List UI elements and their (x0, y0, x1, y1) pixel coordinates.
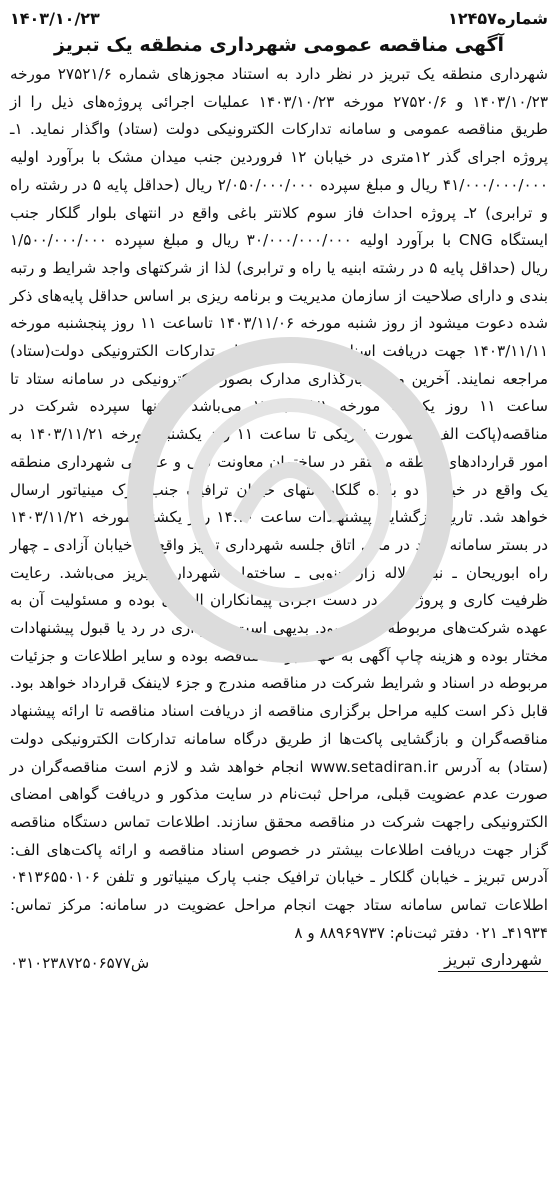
notice-header (10, 6, 548, 30)
notice-issuer: شهرداری تبریز (438, 950, 548, 972)
notice-body (10, 61, 548, 948)
notice-date: ۱۴۰۳/۱۰/۲۳ (10, 8, 100, 28)
notice-number: شماره۱۲۴۵۷ (448, 8, 548, 28)
notice-paragraph: شهرداری منطقه یک تبریز در نظر دارد به استناد مجوزهای شماره ۲۷۵۲۱/۶ مورخه ۱۴۰۳/۱۰/۲۳ و ۲۷۵۲۰/۶ مورخه ۱۴۰۳/۱۰/۲۳ عملیات اجرائی پروژه‌های ذیل را از طریق مناقصه عمومی و سامانه تدارکات الکترونیکی دولت (ستاد) واگذار نماید. ۱ـ پروژه اجرای گذر ۱۲متری در خیابان ۱۲ فروردین جنب میدان مشک با برآورد اولیه ۴۱/۰۰۰/۰۰۰/۰۰۰ ریال و مبلغ سپرده ۲/۰۵۰/۰۰۰/۰۰۰ ریال (حداقل پایه ۵ در رشته راه و ترابری) ۲ـ پروژه احداث فاز سوم کلانتر باغی واقع در انتهای بلوار گلکار جنب ایستگاه CNG با برآورد اولیه ۳۰/۰۰۰/۰۰۰/۰۰۰ ریال و مبلغ سپرده ۱/۵۰۰/۰۰۰/۰۰۰ ریال (حداقل پایه ۵ در رشته ابنیه یا راه و ترابری) لذا از شرکتهای واجد شرایط و رتبه بندی و دارای صلاحیت از سازمان مدیریت و برنامه ریزی بر اساس حداقل پایه‌های ذکر شده دعوت میشود از روز شنبه مورخه ۱۴۰۳/۱۱/۰۶ تاساعت ۱۱ روز پنجشنبه مورخه ۱۴۰۳/۱۱/۱۱ جهت دریافت اسناد مناقصه به سامانه تدارکات الکترونیکی دولت(ستاد) مراجعه نمایند. آخرین مهلت بارگذاری مدارک بصورت الکترونیکی در سامانه ستاد تا ساعت ۱۱ روز یکشنبه مورخه ۱۴۰۳/۱۱/۲۱ می‌باشد و تنها سپرده شرکت در مناقصه(پاکت الف) بصورت فیزیکی تا ساعت ۱۱ روز یکشنبه مورخه ۱۴۰۳/۱۱/۲۱ به امور قراردادهای منطقه مستقر در ساختمان معاونت فنی و عمرانی شهرداری منطقه یک واقع در خیابان دو بانده گلکار انتهای خیابان ترافیک جنب پارک مینیاتور ارسال خواهد شد. تاریخ بازگشایی پیشنهادات ساعت ۱۴:۳۰ روز یکشنبه مورخه ۱۴۰۳/۱۱/۲۱ در بستر سامانه ستاد در محل اتاق جلسه شهرداری تبریز واقع در خیابان آزادی ـ چهار راه ابوریحان ـ نبش لاله زار جنوبی ـ ساختمان شهرداری تبریز می‌باشد. رعایت ظرفیت کاری و پروژه‌های در دست اجرای پیمانکاران الزامی بوده و مسئولیت آن به عهده شرکت‌های مربوطه خواهد بود. بدیهی است شهرداری در رد یا قبول پیشنهادات مختار بوده و هزینه چاپ آگهی به عهده برنده مناقصه بوده و سایر اطلاعات و جزئیات مربوطه در اسناد و شرایط شرکت در مناقصه مندرج و جزء لاینفک قرارداد خواهد بود. قابل ذکر است کلیه مراحل برگزاری مناقصه از دریافت اسناد مناقصه تا ارائه پیشنهاد مناقصه‌گران و بازگشایی پاکت‌ها از طریق درگاه سامانه تدارکات الکترونیکی دولت (ستاد) به آدرس www.setadiran.ir انجام خواهد شد و لازم است مناقصه‌گران در صورت عدم عضویت قبلی، مراحل ثبت‌نام در سایت مذکور و دریافت گواهی امضای الکترونیکی راجهت شرکت در مناقصه محقق سازند. اطلاعات تماس دستگاه مناقصه گزار جهت دریافت اطلاعات بیشتر در خصوص اسناد مناقصه و ارائه پاکت‌های الف: آدرس تبریز ـ خیابان گلکار ـ خیابان ترافیک جنب پارک مینیاتور و تلفن ۰۴۱۳۶۵۵۰۱۰۶ اطلاعات تماس سامانه ستاد جهت انجام مراحل عضویت در سامانه: مرکز تماس: ۴۱۹۳۴ـ ۰۲۱ دفتر ثبت‌نام: ۸۸۹۶۹۷۳۷ و ۸ (10, 65, 549, 942)
notice-footer (10, 950, 548, 972)
notice-title: آگهی مناقصه عمومی شهرداری منطقه یک تبریز (53, 34, 505, 56)
notice-code: ش۰۳۱۰۲۳۸۷۲۵۰۶۵۷۷ (10, 953, 150, 972)
